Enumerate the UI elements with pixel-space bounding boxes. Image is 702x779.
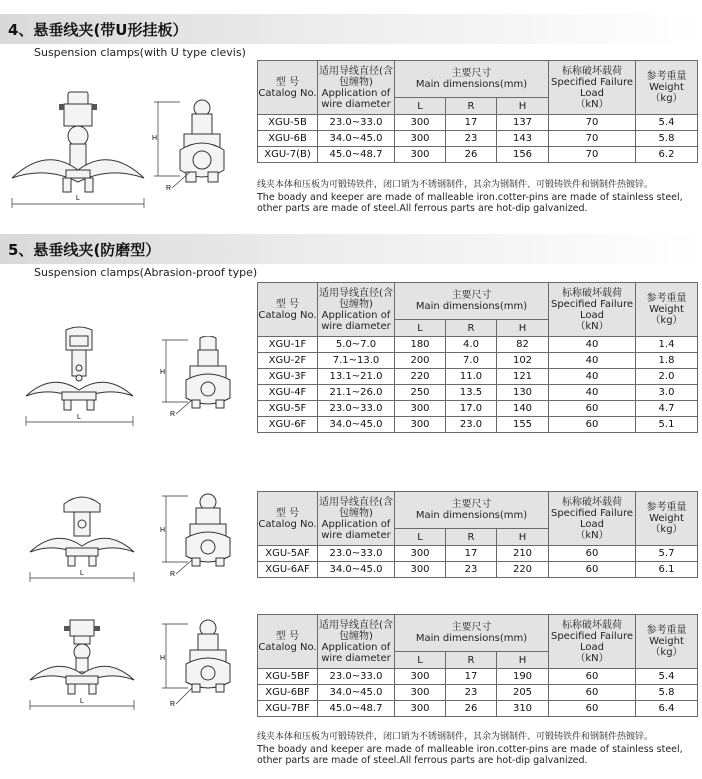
cell: 60 — [549, 685, 636, 701]
cell: XGU-6B — [258, 131, 318, 147]
cell: 34.0~45.0 — [318, 562, 395, 578]
cell: 34.0~45.0 — [318, 685, 395, 701]
header-failure-load: 标称破坏载荷 Specified Failure Load （kN） — [549, 283, 636, 337]
cell: 140 — [497, 401, 549, 417]
cell: 23 — [446, 562, 497, 578]
cell: 143 — [497, 131, 549, 147]
cell: 60 — [549, 546, 636, 562]
cell: 13.1~21.0 — [318, 369, 395, 385]
cell: 5.0~7.0 — [318, 337, 395, 353]
cell: 1.4 — [636, 337, 698, 353]
header-catalog: 型 号 Catalog No. — [258, 61, 318, 115]
dim-label-l: L — [77, 414, 81, 421]
cell: 220 — [497, 562, 549, 578]
abrasion-clamp-side-drawing-1 — [158, 336, 248, 421]
cell: 26 — [446, 147, 497, 163]
dim-label-h: H — [160, 655, 166, 662]
section-4-title: 4、悬垂线夹(带U形挂板） — [8, 21, 188, 39]
cell: 137 — [497, 115, 549, 131]
header-r: R — [446, 529, 497, 546]
header-h: H — [497, 320, 549, 337]
cell: 4.0 — [446, 337, 497, 353]
cell: 220 — [395, 369, 446, 385]
header-l: L — [395, 652, 446, 669]
cell: 82 — [497, 337, 549, 353]
dim-label-h: H — [152, 135, 158, 142]
header-catalog: 型 号 Catalog No. — [258, 615, 318, 669]
cell: XGU-5BF — [258, 669, 318, 685]
cell: 102 — [497, 353, 549, 369]
clamp-side-view-drawing — [150, 96, 255, 196]
section-5-title: 5、悬垂线夹(防磨型） — [8, 241, 161, 259]
spec-table-section-5-b — [257, 491, 698, 578]
cell: 17 — [446, 115, 497, 131]
cell: 23 — [446, 131, 497, 147]
cell: XGU-5AF — [258, 546, 318, 562]
cell: 1.8 — [636, 353, 698, 369]
spec-table-section-4 — [257, 60, 698, 163]
cell: 5.8 — [636, 685, 698, 701]
cell: 205 — [497, 685, 549, 701]
table-row — [258, 385, 698, 401]
table-row — [258, 546, 698, 562]
cell: 60 — [549, 562, 636, 578]
table-row — [258, 669, 698, 685]
cell: 6.4 — [636, 701, 698, 717]
cell: 34.0~45.0 — [318, 417, 395, 433]
cell: 5.4 — [636, 115, 698, 131]
header-failure-load: 标称破坏载荷 Specified Failure Load （kN） — [549, 492, 636, 546]
cell: XGU-4F — [258, 385, 318, 401]
cell: 17 — [446, 546, 497, 562]
dim-label-r: R — [170, 411, 176, 418]
header-weight: 参考重量 Weight （kg） — [636, 61, 698, 115]
clamp-front-view-drawing — [8, 88, 148, 213]
section-5-subtitle: Suspension clamps(Abrasion-proof type) — [34, 266, 258, 279]
cell: 155 — [497, 417, 549, 433]
cell: 23 — [446, 685, 497, 701]
header-l: L — [395, 529, 446, 546]
cell: 300 — [395, 417, 446, 433]
cell: 300 — [395, 669, 446, 685]
header-h: H — [497, 529, 549, 546]
cell: 23.0~33.0 — [318, 669, 395, 685]
header-l: L — [395, 320, 446, 337]
abrasion-clamp-front-drawing-1 — [22, 326, 137, 432]
table-row — [258, 337, 698, 353]
header-weight: 参考重量 Weight （kg） — [636, 492, 698, 546]
cell: 300 — [395, 685, 446, 701]
section-4-note-cn: 线夹本体和压板为可锻铸铁件，闭口销为不锈钢制件，其余为钢制件、可锻铸铁件和钢制件热镀锌。 — [257, 180, 654, 190]
cell: 34.0~45.0 — [318, 131, 395, 147]
cell: 300 — [395, 401, 446, 417]
cell: 130 — [497, 385, 549, 401]
header-main-dimensions: 主要尺寸 Main dimensions(mm) — [395, 283, 549, 320]
cell: 190 — [497, 669, 549, 685]
cell: XGU-1F — [258, 337, 318, 353]
cell: 300 — [395, 546, 446, 562]
table-row — [258, 401, 698, 417]
cell: 40 — [549, 385, 636, 401]
cell: 210 — [497, 546, 549, 562]
header-h: H — [497, 652, 549, 669]
table-row — [258, 562, 698, 578]
header-main-dimensions: 主要尺寸 Main dimensions(mm) — [395, 492, 549, 529]
header-failure-load: 标称破坏载荷 Specified Failure Load （kN） — [549, 615, 636, 669]
cell: 300 — [395, 147, 446, 163]
header-failure-load: 标称破坏载荷 Specified Failure Load （kN） — [549, 61, 636, 115]
table-row — [258, 353, 698, 369]
cell: 21.1~26.0 — [318, 385, 395, 401]
abrasion-clamp-side-drawing-3 — [158, 616, 248, 714]
section-5-note-cn: 线夹本体和压板为可锻铸铁件，闭口销为不锈钢制件，其余为钢制件、可锻铸铁件和钢制件热镀锌。 — [257, 732, 654, 742]
cell: 23.0~33.0 — [318, 401, 395, 417]
header-catalog: 型 号 Catalog No. — [258, 283, 318, 337]
spec-table-section-5-a — [257, 282, 698, 433]
abrasion-clamp-side-drawing-2 — [158, 492, 248, 582]
dim-label-h: H — [160, 369, 166, 376]
cell: 7.1~13.0 — [318, 353, 395, 369]
cell: XGU-6F — [258, 417, 318, 433]
cell: 60 — [549, 701, 636, 717]
cell: 23.0~33.0 — [318, 546, 395, 562]
cell: 5.1 — [636, 417, 698, 433]
dim-label-l: L — [76, 195, 80, 202]
header-main-dimensions: 主要尺寸 Main dimensions(mm) — [395, 61, 549, 98]
cell: 7.0 — [446, 353, 497, 369]
header-main-dimensions: 主要尺寸 Main dimensions(mm) — [395, 615, 549, 652]
cell: XGU-5B — [258, 115, 318, 131]
header-wire-diameter: 适用导线直径(含包缠物) Application of wire diameter — [318, 615, 395, 669]
cell: 60 — [549, 669, 636, 685]
cell: 200 — [395, 353, 446, 369]
cell: 5.8 — [636, 131, 698, 147]
cell: 17 — [446, 669, 497, 685]
header-r: R — [446, 98, 497, 115]
table-row — [258, 417, 698, 433]
cell: 17.0 — [446, 401, 497, 417]
cell: 6.2 — [636, 147, 698, 163]
abrasion-clamp-front-drawing-3 — [26, 616, 138, 716]
cell: 45.0~48.7 — [318, 701, 395, 717]
cell: 4.7 — [636, 401, 698, 417]
cell: 2.0 — [636, 369, 698, 385]
cell: 300 — [395, 701, 446, 717]
cell: XGU-7(B) — [258, 147, 318, 163]
cell: 23.0 — [446, 417, 497, 433]
cell: 3.0 — [636, 385, 698, 401]
cell: 310 — [497, 701, 549, 717]
header-weight: 参考重量 Weight （kg） — [636, 283, 698, 337]
section-4-subtitle: Suspension clamps(with U type clevis) — [34, 46, 246, 59]
cell: 5.7 — [636, 546, 698, 562]
cell: 5.4 — [636, 669, 698, 685]
header-wire-diameter: 适用导线直径(含包缠物) Application of wire diameter — [318, 283, 395, 337]
header-catalog: 型 号 Catalog No. — [258, 492, 318, 546]
header-h: H — [497, 98, 549, 115]
table-row — [258, 131, 698, 147]
section-5-note-en: The boady and keeper are made of malleable iron.cotter-pins are made of stainless steel, other parts are made of steel.All ferrous parts are hot-dip galvanized. — [257, 744, 683, 766]
cell: 300 — [395, 562, 446, 578]
table-row — [258, 369, 698, 385]
cell: 40 — [549, 353, 636, 369]
cell: 6.1 — [636, 562, 698, 578]
table-row — [258, 685, 698, 701]
cell: XGU-5F — [258, 401, 318, 417]
cell: 300 — [395, 115, 446, 131]
section-4-header — [0, 14, 702, 44]
dim-label-r: R — [170, 701, 176, 708]
table-row — [258, 115, 698, 131]
cell: XGU-3F — [258, 369, 318, 385]
cell: 13.5 — [446, 385, 497, 401]
cell: 70 — [549, 131, 636, 147]
header-wire-diameter: 适用导线直径(含包缠物) Application of wire diameter — [318, 61, 395, 115]
cell: 11.0 — [446, 369, 497, 385]
cell: 156 — [497, 147, 549, 163]
cell: 26 — [446, 701, 497, 717]
cell: 23.0~33.0 — [318, 115, 395, 131]
dim-label-h: H — [160, 527, 166, 534]
dim-label-r: R — [170, 571, 176, 578]
cell: 121 — [497, 369, 549, 385]
cell: 60 — [549, 417, 636, 433]
cell: 70 — [549, 115, 636, 131]
header-l: L — [395, 98, 446, 115]
cell: 300 — [395, 131, 446, 147]
header-weight: 参考重量 Weight （kg） — [636, 615, 698, 669]
cell: XGU-7BF — [258, 701, 318, 717]
spec-table-section-5-c — [257, 614, 698, 717]
cell: 180 — [395, 337, 446, 353]
cell: 250 — [395, 385, 446, 401]
cell: 45.0~48.7 — [318, 147, 395, 163]
header-r: R — [446, 652, 497, 669]
cell: 60 — [549, 401, 636, 417]
cell: XGU-2F — [258, 353, 318, 369]
cell: 40 — [549, 369, 636, 385]
table-row — [258, 147, 698, 163]
cell: 70 — [549, 147, 636, 163]
header-wire-diameter: 适用导线直径(含包缠物) Application of wire diameter — [318, 492, 395, 546]
table-row — [258, 701, 698, 717]
section-4-note-en: The boady and keeper are made of malleable iron.cotter-pins are made of stainless steel, other parts are made of steel.All ferrous parts are hot-dip galvanized. — [257, 192, 683, 214]
section-5-header — [0, 234, 702, 264]
cell: 40 — [549, 337, 636, 353]
cell: XGU-6BF — [258, 685, 318, 701]
abrasion-clamp-front-drawing-2 — [26, 490, 138, 590]
header-r: R — [446, 320, 497, 337]
dim-label-l: L — [80, 698, 84, 705]
dim-label-l: L — [80, 570, 84, 577]
dim-label-r: R — [166, 185, 172, 192]
cell: XGU-6AF — [258, 562, 318, 578]
